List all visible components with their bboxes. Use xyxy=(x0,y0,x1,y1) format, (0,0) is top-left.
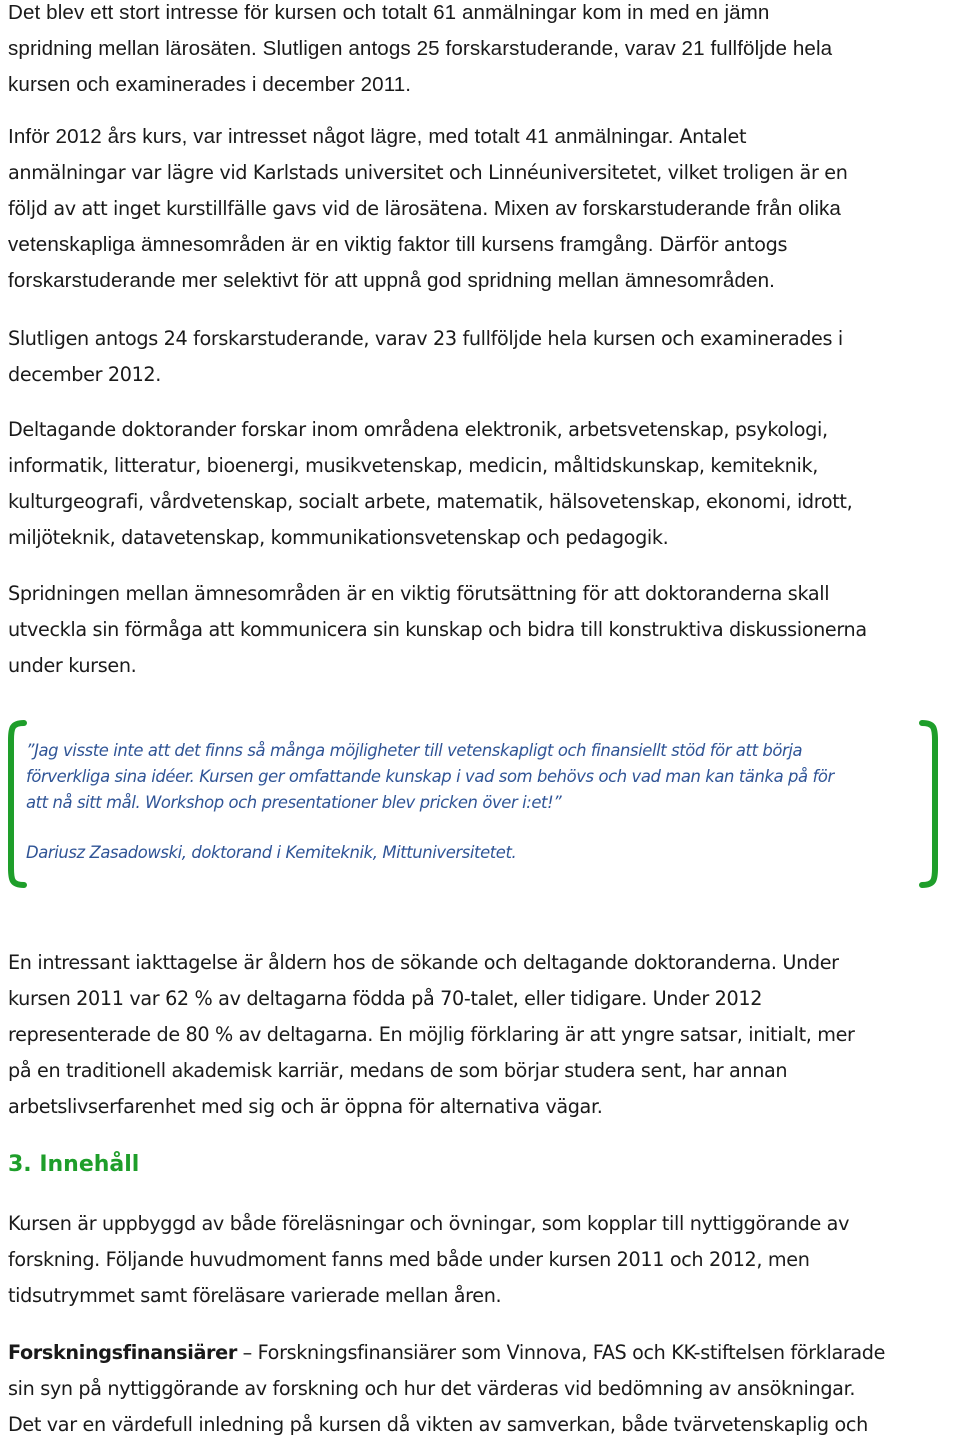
paragraph-line: anmälningar var lägre vid Karlstads universitet och Linnéuniversitetet, vilket troligen är en xyxy=(8,161,848,184)
paragraph-line: Spridningen mellan ämnesområden är en viktig förutsättning för att doktoranderna skall xyxy=(8,582,830,605)
paragraph-line xyxy=(8,119,960,155)
paragraph-line: Deltagande doktorander forskar inom områdena elektronik, arbetsvetenskap, psykologi, xyxy=(8,418,828,441)
section-heading: 3. Innehåll xyxy=(8,1152,140,1177)
quote-line: ”Jag visste inte att det finns så många möjligheter till vetenskapligt och finansiellt stöd för att börja xyxy=(26,741,803,760)
right-brace-icon xyxy=(916,718,946,890)
paragraph-research-funders xyxy=(8,1335,960,1443)
paragraph-line: kursen 2011 var 62 % av deltagarna födda på 70-talet, eller tidigare. Under 2012 xyxy=(8,987,763,1010)
paragraph-intro xyxy=(8,0,960,103)
quote-line: att nå sitt mål. Workshop och presentationer blev pricken över i:et!” xyxy=(26,793,562,812)
paragraph-line: arbetslivserfarenhet med sig och är öppna för alternativa vägar. xyxy=(8,1095,603,1118)
paragraph-line: sin syn på nyttiggörande av forskning och hur det värderas vid bedömning av ansökningar. xyxy=(8,1377,856,1400)
paragraph-line: forskning. Följande huvudmoment fanns med både under kursen 2011 och 2012, men xyxy=(8,1248,810,1271)
paragraph-admissions-2012 xyxy=(8,321,960,393)
paragraph-line xyxy=(8,191,960,227)
paragraph-spread xyxy=(8,576,960,684)
quote-line: förverkliga sina idéer. Kursen ger omfattande kunskap i vad som behövs och vad man kan tänka på för xyxy=(26,767,834,786)
paragraph-line: spridning mellan lärosäten. Slutligen antogs 25 forskarstuderande, varav 21 fullföljde hela xyxy=(8,37,833,60)
paragraph-line: Det var en värdefull inledning på kursen då vikten av samverkan, både tvärvetenskaplig och xyxy=(8,1413,868,1436)
text-segment: följd av att inget kurstillfälle gavs vid de lärosätena. xyxy=(8,197,489,220)
text-segment: Antalet xyxy=(673,125,747,148)
paragraph-line: informatik, litteratur, bioenergi, musikvetenskap, medicin, måltidskunskap, kemiteknik, xyxy=(8,454,818,477)
paragraph-line: representerade de 80 % av deltagarna. En möjlig förklaring är att yngre satsar, initialt, mer xyxy=(8,1023,855,1046)
quote-text xyxy=(26,738,916,866)
paragraph-line: miljöteknik, datavetenskap, kommunikationsvetenskap och pedagogik. xyxy=(8,526,669,549)
paragraph-line: En intressant iakttagelse är åldern hos de sökande och deltagande doktoranderna. Under xyxy=(8,951,839,974)
paragraph-line: utveckla sin förmåga att kommunicera sin kunskap och bidra till konstruktiva diskussionerna xyxy=(8,618,867,641)
paragraph-line: Kursen är uppbyggd av både föreläsningar och övningar, som kopplar till nyttiggörande av xyxy=(8,1212,850,1235)
testimonial-quote xyxy=(0,718,960,893)
paragraph-2012-applications xyxy=(8,119,960,299)
text-segment: Därför antogs xyxy=(653,233,788,256)
quote-author: Dariusz Zasadowski, doktorand i Kemiteknik, Mittuniversitetet. xyxy=(26,843,517,862)
paragraph-age-observation xyxy=(8,945,960,1125)
paragraph-line: Slutligen antogs 24 forskarstuderande, varav 23 fullföljde hela kursen och examinerades i xyxy=(8,327,843,350)
text-segment: Mixen av forskarstuderande från olika xyxy=(488,197,841,220)
paragraph-line xyxy=(8,1335,960,1371)
paragraph-course-structure xyxy=(8,1206,960,1314)
paragraph-line: forskarstuderande mer selektivt för att uppnå god spridning mellan ämnesområden. xyxy=(8,269,775,292)
text-segment: Inför 2012 års kurs, var intresset något lägre, med totalt 41 anmälningar. xyxy=(8,125,674,148)
bold-term: Forskningsfinansiärer xyxy=(8,1341,237,1364)
paragraph-research-areas xyxy=(8,412,960,556)
paragraph-line: på en traditionell akademisk karriär, medans de som börjar studera sent, har annan xyxy=(8,1059,788,1082)
paragraph-line: kulturgeografi, vårdvetenskap, socialt arbete, matematik, hälsovetenskap, ekonomi, idrott, xyxy=(8,490,853,513)
paragraph-line: under kursen. xyxy=(8,654,137,677)
paragraph-line: tidsutrymmet samt föreläsare varierade mellan åren. xyxy=(8,1284,502,1307)
text-segment: vetenskapliga ämnesområden är en viktig faktor till kursens framgång. xyxy=(8,233,654,256)
paragraph-line: Det blev ett stort intresse för kursen och totalt 61 anmälningar kom in med en jämn xyxy=(8,1,770,24)
paragraph-line: december 2012. xyxy=(8,363,162,386)
paragraph-line: kursen och examinerades i december 2011. xyxy=(8,73,412,96)
paragraph-line xyxy=(8,227,960,263)
text-segment: – Forskningsfinansiärer som Vinnova, FAS och KK-stiftelsen förklarade xyxy=(236,1341,886,1364)
